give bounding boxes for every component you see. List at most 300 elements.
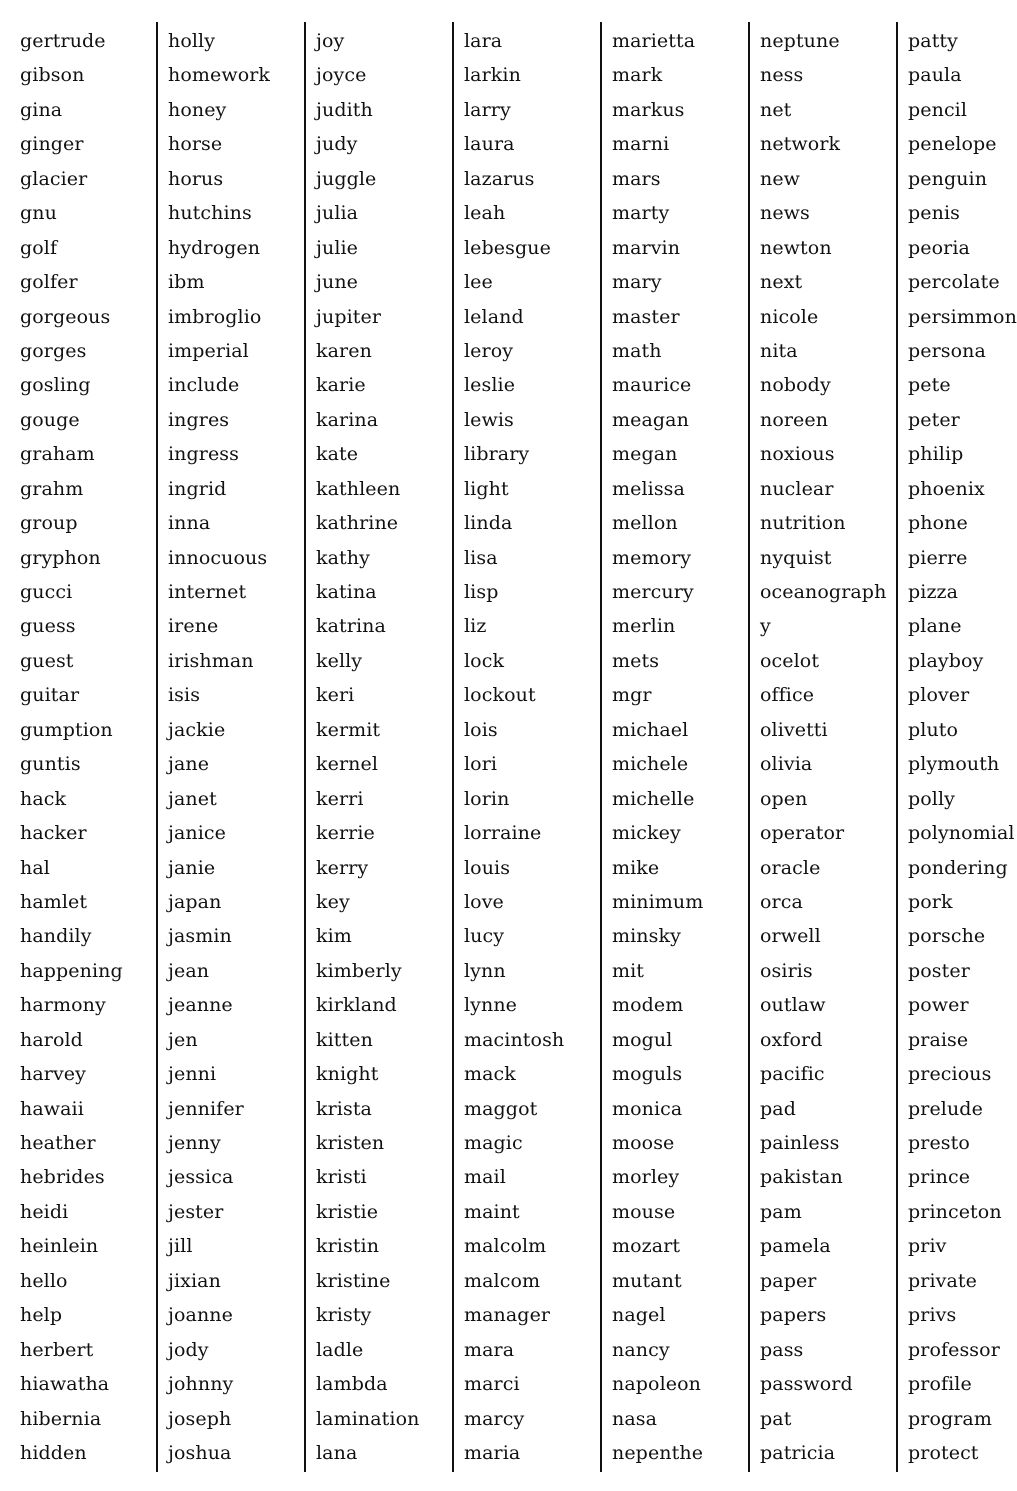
- word-item: juggle: [316, 167, 377, 190]
- word-item: handily: [20, 925, 92, 948]
- word-item: pete: [908, 374, 951, 397]
- word-item: outlaw: [760, 994, 826, 1017]
- word-item: net: [760, 98, 792, 121]
- word-item: mickey: [612, 822, 681, 845]
- word-item: kristy: [316, 1304, 372, 1327]
- word-item: lisa: [464, 546, 498, 569]
- word-item: help: [20, 1304, 63, 1327]
- word-item: minsky: [612, 925, 681, 948]
- word-item: joy: [316, 30, 345, 52]
- word-item: persona: [908, 339, 986, 362]
- word-item: lock: [464, 649, 505, 672]
- word-item: light: [464, 477, 509, 500]
- word-item: newton: [760, 236, 832, 259]
- word-item: program: [908, 1407, 992, 1430]
- word-item: gucci: [20, 581, 73, 603]
- word-item: peoria: [908, 236, 970, 259]
- word-item: hello: [20, 1269, 68, 1292]
- word-item: mike: [612, 856, 660, 879]
- word-item: lorraine: [464, 822, 542, 845]
- word-item: janice: [168, 822, 227, 845]
- word-item: mail: [464, 1166, 506, 1189]
- word-item: office: [760, 684, 815, 707]
- word-item: penis: [908, 202, 960, 225]
- word-item: profile: [908, 1373, 972, 1396]
- word-item: gumption: [20, 718, 113, 741]
- word-item: happening: [20, 959, 123, 982]
- word-item: imperial: [168, 339, 249, 362]
- word-item: news: [760, 202, 810, 225]
- word-item: leland: [464, 305, 524, 328]
- word-item: open: [760, 787, 808, 810]
- word-item: guess: [20, 615, 76, 638]
- word-item: kathleen: [316, 477, 401, 500]
- word-item: lori: [464, 753, 498, 776]
- word-item: operator: [760, 822, 845, 845]
- word-item: mellon: [612, 512, 678, 535]
- word-item: nagel: [612, 1304, 666, 1327]
- word-item: peter: [908, 408, 960, 431]
- word-item: maurice: [612, 374, 692, 397]
- word-item: gouge: [20, 408, 80, 431]
- word-item: morley: [612, 1166, 680, 1189]
- word-item: grahm: [20, 477, 84, 500]
- word-item: ingrid: [168, 477, 227, 500]
- word-item: library: [464, 443, 530, 466]
- word-item: joyce: [316, 64, 367, 87]
- word-item: jupiter: [316, 305, 382, 328]
- word-item: kernel: [316, 753, 378, 776]
- word-item: marvin: [612, 236, 681, 259]
- word-item: jester: [168, 1200, 224, 1223]
- word-item: noreen: [760, 408, 829, 431]
- word-item: krista: [316, 1097, 372, 1120]
- word-item: lucy: [464, 925, 505, 948]
- word-item: plover: [908, 684, 970, 707]
- word-item: harvey: [20, 1063, 86, 1086]
- word-item: kerri: [316, 787, 364, 810]
- word-item: kathy: [316, 546, 370, 569]
- word-item: oxford: [760, 1028, 823, 1051]
- word-item: marty: [612, 202, 670, 225]
- word-item: graham: [20, 443, 95, 466]
- word-item: hack: [20, 787, 67, 810]
- word-item: lana: [316, 1441, 358, 1464]
- word-item: math: [612, 339, 662, 362]
- word-item: hiawatha: [20, 1373, 110, 1396]
- word-item: katina: [316, 581, 377, 603]
- word-item: kelly: [316, 649, 363, 672]
- word-item: master: [612, 305, 680, 328]
- word-item: internet: [168, 581, 247, 603]
- word-item: gina: [20, 98, 63, 121]
- word-item: mara: [464, 1338, 515, 1361]
- word-item: precious: [908, 1063, 992, 1086]
- word-item: love: [464, 890, 504, 913]
- word-column-6: [750, 22, 896, 1472]
- word-item: praise: [908, 1028, 969, 1051]
- word-item: harmony: [20, 994, 106, 1017]
- word-item: plymouth: [908, 753, 1000, 776]
- word-item: janie: [168, 856, 216, 879]
- word-item: michele: [612, 753, 689, 776]
- word-item: golf: [20, 236, 58, 259]
- word-item: jane: [168, 753, 210, 776]
- word-item: persimmon: [908, 305, 1017, 328]
- word-item: jenni: [168, 1063, 217, 1086]
- word-item: osiris: [760, 959, 813, 982]
- word-item: moguls: [612, 1063, 683, 1086]
- word-item: manager: [464, 1304, 551, 1327]
- word-item: polynomial: [908, 822, 1015, 845]
- word-item: linda: [464, 512, 513, 535]
- word-item: jackie: [168, 718, 226, 741]
- word-item: mutant: [612, 1269, 682, 1292]
- word-item: nobody: [760, 374, 831, 397]
- word-item: karen: [316, 339, 372, 362]
- word-item: nutrition: [760, 512, 846, 535]
- word-item: memory: [612, 546, 692, 569]
- word-item: patricia: [760, 1441, 836, 1464]
- word-item: julia: [316, 202, 359, 225]
- word-item: mack: [464, 1063, 516, 1086]
- word-item: holly: [168, 30, 216, 52]
- word-item: minimum: [612, 890, 704, 913]
- word-item: pork: [908, 890, 953, 913]
- word-item: mary: [612, 271, 662, 294]
- word-item: pencil: [908, 98, 968, 121]
- word-item: joseph: [168, 1407, 232, 1430]
- word-item: hydrogen: [168, 236, 261, 259]
- word-item: phoenix: [908, 477, 985, 500]
- word-item: pierre: [908, 546, 968, 569]
- word-item: oracle: [760, 856, 821, 879]
- word-item: kerry: [316, 856, 369, 879]
- word-item: ness: [760, 64, 804, 87]
- word-item: nyquist: [760, 546, 832, 569]
- word-item: kristi: [316, 1166, 367, 1189]
- word-item: private: [908, 1269, 977, 1292]
- word-item: julie: [316, 236, 359, 259]
- word-item: prelude: [908, 1097, 983, 1120]
- word-item: key: [316, 890, 350, 913]
- word-column-7: [898, 22, 1017, 1472]
- word-item: olivetti: [760, 718, 828, 741]
- word-item: heather: [20, 1132, 96, 1154]
- word-item: homework: [168, 64, 271, 87]
- word-item: ibm: [168, 271, 205, 294]
- word-item: herbert: [20, 1338, 94, 1361]
- word-item: painless: [760, 1132, 840, 1154]
- word-column-5: [602, 22, 748, 1472]
- word-item: marni: [612, 133, 670, 156]
- word-item: kristie: [316, 1200, 379, 1223]
- word-item: glacier: [20, 167, 88, 190]
- word-item: jen: [168, 1028, 198, 1051]
- word-item: lee: [464, 271, 493, 294]
- word-item: nita: [760, 339, 798, 362]
- word-item: plane: [908, 615, 962, 638]
- word-item: ocelot: [760, 649, 820, 672]
- word-column-1: [10, 22, 156, 1472]
- word-item: maria: [464, 1441, 521, 1464]
- word-item: mozart: [612, 1235, 681, 1258]
- word-item: jasmin: [168, 925, 232, 948]
- word-item: heinlein: [20, 1235, 99, 1258]
- word-item: mouse: [612, 1200, 676, 1223]
- word-item: macintosh: [464, 1028, 565, 1051]
- word-item: melissa: [612, 477, 685, 500]
- word-item: knight: [316, 1063, 379, 1086]
- word-item: monica: [612, 1097, 683, 1120]
- word-item: larkin: [464, 64, 521, 87]
- word-item: pat: [760, 1407, 792, 1430]
- word-item: golfer: [20, 271, 78, 294]
- word-item: louis: [464, 856, 511, 879]
- word-item: kristin: [316, 1235, 380, 1258]
- word-item: hibernia: [20, 1407, 102, 1430]
- word-item: larry: [464, 98, 511, 121]
- word-item: pizza: [908, 581, 959, 603]
- word-item: philip: [908, 443, 964, 466]
- word-item: kirkland: [316, 994, 397, 1017]
- word-item: judith: [316, 98, 373, 121]
- word-item: judy: [316, 133, 358, 156]
- word-item: mets: [612, 649, 660, 672]
- word-item: irishman: [168, 649, 254, 672]
- word-item: kerrie: [316, 822, 375, 845]
- word-item: gryphon: [20, 546, 101, 569]
- word-item: gertrude: [20, 30, 106, 52]
- word-item: mgr: [612, 684, 652, 707]
- word-item: ingres: [168, 408, 230, 431]
- word-item: princeton: [908, 1200, 1002, 1223]
- word-item: michael: [612, 718, 689, 741]
- word-item: lorin: [464, 787, 510, 810]
- word-item: lynne: [464, 994, 518, 1017]
- word-item: kristen: [316, 1132, 385, 1154]
- word-item: kitten: [316, 1028, 373, 1051]
- word-item: lois: [464, 718, 498, 741]
- word-item: password: [760, 1373, 853, 1396]
- word-item: isis: [168, 684, 201, 707]
- word-item: kimberly: [316, 959, 402, 982]
- word-item: jenny: [168, 1132, 221, 1154]
- word-item: guest: [20, 649, 74, 672]
- word-item: gosling: [20, 374, 91, 397]
- word-item: jean: [168, 959, 210, 982]
- word-item: lara: [464, 30, 503, 52]
- word-column-4: [454, 22, 600, 1472]
- word-item: leroy: [464, 339, 514, 362]
- word-item: lazarus: [464, 167, 535, 190]
- word-item: marcy: [464, 1407, 525, 1430]
- word-item: mogul: [612, 1028, 673, 1051]
- word-item: orca: [760, 890, 803, 913]
- word-item: michelle: [612, 787, 695, 810]
- word-item: katrina: [316, 615, 386, 638]
- word-item: group: [20, 512, 78, 535]
- word-item: oceanograph: [760, 581, 887, 603]
- word-item: phone: [908, 512, 968, 535]
- word-table: [10, 22, 1017, 1472]
- word-item: marietta: [612, 30, 696, 52]
- word-item: johnny: [168, 1373, 234, 1396]
- word-item: horse: [168, 133, 223, 156]
- word-item: mercury: [612, 581, 694, 603]
- word-item: jennifer: [168, 1097, 244, 1120]
- word-item: lockout: [464, 684, 536, 707]
- word-item: malcom: [464, 1269, 541, 1292]
- word-item: poster: [908, 959, 970, 982]
- word-item: nasa: [612, 1407, 658, 1430]
- word-item: polly: [908, 787, 955, 810]
- word-item: gorges: [20, 339, 87, 362]
- word-item: maint: [464, 1200, 520, 1223]
- word-item: irene: [168, 615, 219, 638]
- word-item: kermit: [316, 718, 381, 741]
- word-item: napoleon: [612, 1373, 701, 1396]
- word-item: horus: [168, 167, 224, 190]
- word-item: hamlet: [20, 890, 88, 913]
- word-item: pad: [760, 1097, 796, 1120]
- word-item: hutchins: [168, 202, 252, 225]
- word-item: guitar: [20, 684, 80, 707]
- word-item: penelope: [908, 133, 997, 156]
- word-item: maggot: [464, 1097, 538, 1120]
- word-item: japan: [168, 890, 222, 913]
- word-item: pakistan: [760, 1166, 843, 1189]
- word-item: playboy: [908, 649, 984, 672]
- word-item: liz: [464, 615, 487, 638]
- word-item: y: [760, 615, 771, 638]
- word-item: protect: [908, 1441, 979, 1464]
- word-item: gorgeous: [20, 305, 111, 328]
- word-item: olivia: [760, 753, 813, 776]
- word-item: hal: [20, 856, 50, 879]
- word-item: hawaii: [20, 1097, 84, 1120]
- word-item: janet: [168, 787, 217, 810]
- word-item: privs: [908, 1304, 957, 1327]
- word-item: pamela: [760, 1235, 831, 1258]
- word-item: innocuous: [168, 546, 268, 569]
- word-item: laura: [464, 133, 515, 156]
- word-item: jessica: [168, 1166, 234, 1189]
- word-item: papers: [760, 1304, 827, 1327]
- word-item: nuclear: [760, 477, 834, 500]
- word-item: next: [760, 271, 803, 294]
- word-item: nepenthe: [612, 1441, 704, 1464]
- word-item: marci: [464, 1373, 520, 1396]
- word-item: kim: [316, 925, 352, 948]
- word-item: lynn: [464, 959, 506, 982]
- word-item: power: [908, 994, 969, 1017]
- word-item: include: [168, 374, 240, 397]
- word-item: magic: [464, 1132, 523, 1154]
- word-item: pondering: [908, 856, 1008, 879]
- word-item: inna: [168, 512, 211, 535]
- word-item: leslie: [464, 374, 516, 397]
- word-item: prince: [908, 1166, 971, 1189]
- word-item: june: [316, 271, 359, 294]
- word-item: kate: [316, 443, 359, 466]
- word-item: priv: [908, 1235, 947, 1258]
- word-item: orwell: [760, 925, 821, 948]
- word-item: porsche: [908, 925, 986, 948]
- word-item: markus: [612, 98, 685, 121]
- word-item: pacific: [760, 1063, 825, 1086]
- word-item: karie: [316, 374, 366, 397]
- word-item: lamination: [316, 1407, 420, 1430]
- word-item: honey: [168, 98, 227, 121]
- word-item: moose: [612, 1132, 675, 1154]
- word-column-3: [306, 22, 452, 1472]
- word-item: network: [760, 133, 841, 156]
- word-item: jixian: [168, 1269, 221, 1292]
- word-item: paper: [760, 1269, 817, 1292]
- word-column-2: [158, 22, 304, 1472]
- word-item: pluto: [908, 718, 959, 741]
- word-item: mars: [612, 167, 661, 190]
- word-item: imbroglio: [168, 305, 262, 328]
- word-item: percolate: [908, 271, 1000, 294]
- word-item: hebrides: [20, 1166, 105, 1189]
- word-item: pass: [760, 1338, 804, 1361]
- word-item: hidden: [20, 1441, 87, 1464]
- word-item: mit: [612, 959, 645, 982]
- word-item: lewis: [464, 408, 514, 431]
- word-item: new: [760, 167, 801, 190]
- word-item: leah: [464, 202, 506, 225]
- word-item: pam: [760, 1200, 802, 1223]
- word-item: megan: [612, 443, 678, 466]
- word-item: harold: [20, 1028, 83, 1051]
- word-item: mark: [612, 64, 663, 87]
- word-item: hacker: [20, 822, 87, 845]
- word-item: meagan: [612, 408, 689, 431]
- word-item: gnu: [20, 202, 57, 225]
- word-item: joshua: [168, 1441, 232, 1464]
- word-item: neptune: [760, 30, 840, 52]
- word-item: noxious: [760, 443, 835, 466]
- word-item: lambda: [316, 1373, 388, 1396]
- word-item: nancy: [612, 1338, 670, 1361]
- word-item: patty: [908, 30, 958, 52]
- word-item: malcolm: [464, 1235, 547, 1258]
- word-item: jeanne: [168, 994, 233, 1017]
- word-item: ingress: [168, 443, 240, 466]
- word-item: penguin: [908, 167, 988, 190]
- word-item: joanne: [168, 1304, 233, 1327]
- word-item: paula: [908, 64, 962, 87]
- word-item: presto: [908, 1132, 970, 1154]
- word-item: kristine: [316, 1269, 391, 1292]
- word-item: modem: [612, 994, 684, 1017]
- word-item: keri: [316, 684, 355, 707]
- word-item: ladle: [316, 1338, 364, 1361]
- word-item: gibson: [20, 64, 85, 87]
- word-item: guntis: [20, 753, 81, 776]
- word-item: lisp: [464, 581, 499, 603]
- word-item: heidi: [20, 1200, 69, 1223]
- word-item: jill: [168, 1235, 193, 1258]
- word-item: ginger: [20, 133, 84, 156]
- word-item: jody: [168, 1338, 209, 1361]
- word-item: karina: [316, 408, 379, 431]
- word-item: kathrine: [316, 512, 399, 535]
- word-item: lebesgue: [464, 236, 551, 259]
- word-item: professor: [908, 1338, 1000, 1361]
